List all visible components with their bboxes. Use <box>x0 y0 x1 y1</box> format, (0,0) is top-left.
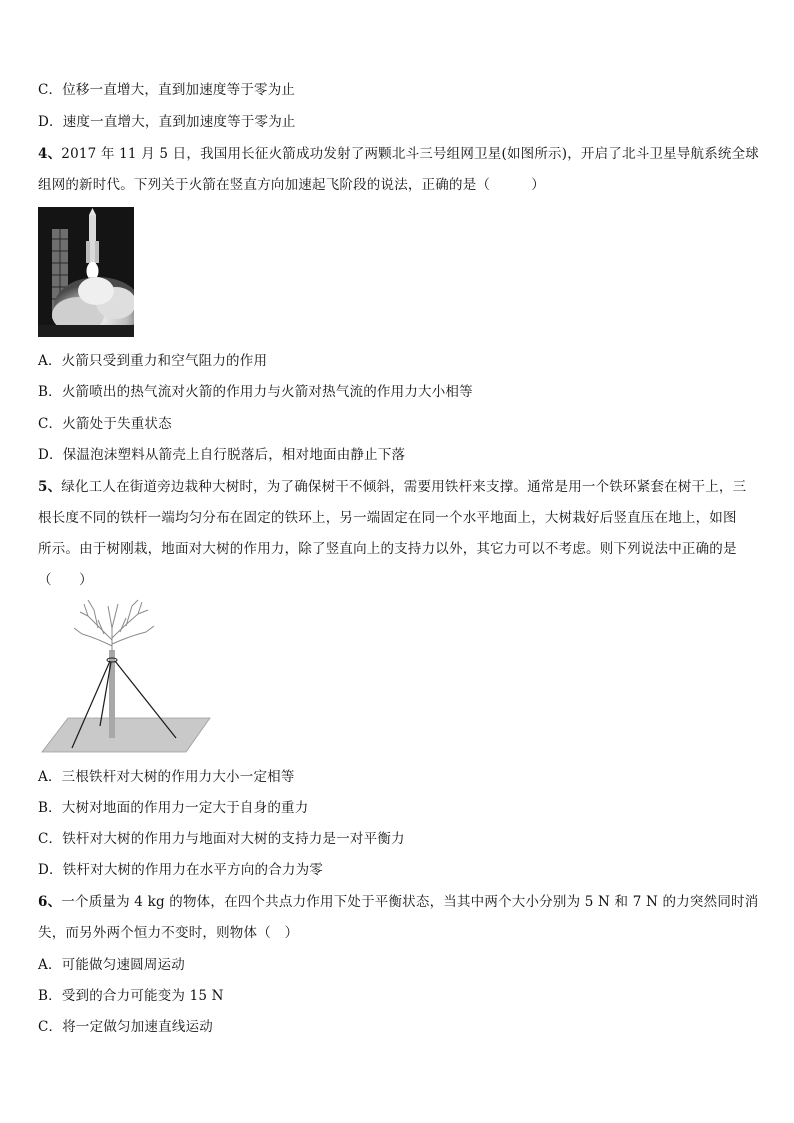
q5-option-d: D．铁杆对大树的作用力在水平方向的合力为零 <box>38 862 324 878</box>
rocket-launch-photo <box>38 207 134 337</box>
q4-option-c: C．火箭处于失重状态 <box>38 416 172 432</box>
q5-stem-line2: 根长度不同的铁杆一端均匀分布在固定的铁环上，另一端固定在同一个水平地面上，大树栽好后竖直压在地上，如图 <box>38 510 737 526</box>
q5-stem-line3: 所示。由于树刚栽，地面对大树的作用力，除了竖直向上的支持力以外，其它力可以不考虑。则下列说法中正确的是 <box>38 541 737 557</box>
q6-stem-text1: 一个质量为 4 kg 的物体，在四个共点力作用下处于平衡状态，当其中两个大小分别为 5 N 和 7 N 的力突然同时消 <box>61 894 759 910</box>
q3-option-c: C．位移一直增大，直到加速度等于零为止 <box>38 82 296 98</box>
q4-stem-text1: 2017 年 11 月 5 日，我国用长征火箭成功发射了两颗北斗三号组网卫星(如图所示)，开启了北斗卫星导航系统全球 <box>61 146 760 162</box>
q5-stem-line4: （ ） <box>38 572 93 588</box>
q5-option-c: C．铁杆对大树的作用力与地面对大树的支持力是一对平衡力 <box>38 831 405 847</box>
q5-stem-line1 <box>38 477 746 497</box>
ground-plane <box>42 718 210 752</box>
q6-option-c: C．将一定做匀加速直线运动 <box>38 1019 213 1035</box>
q4-option-b: B．火箭喷出的热气流对火箭的作用力与火箭对热气流的作用力大小相等 <box>38 384 473 400</box>
q4-stem-line1 <box>38 144 759 164</box>
q6-option-b: B．受到的合力可能变为 15 N <box>38 988 224 1004</box>
tree-support-diagram <box>38 598 213 756</box>
q5-option-a: A．三根铁杆对大树的作用力大小一定相等 <box>38 769 295 785</box>
q6-option-a: A．可能做匀速圆周运动 <box>38 957 185 973</box>
q6-stem-line2: 失，而另外两个恒力不变时，则物体（ ） <box>38 925 299 941</box>
q6-number: 6、 <box>38 894 62 910</box>
tree-branches <box>74 600 154 652</box>
q4-option-d: D．保温泡沫塑料从箭壳上自行脱落后，相对地面由静止下落 <box>38 447 406 463</box>
q5-option-b: B．大树对地面的作用力一定大于自身的重力 <box>38 800 309 816</box>
q3-option-d: D．速度一直增大，直到加速度等于零为止 <box>38 114 296 130</box>
q5-number: 5、 <box>38 479 62 495</box>
q5-stem-text1: 绿化工人在街道旁边栽种大树时，为了确保树干不倾斜，需要用铁杆来支撑。通常是用一个铁环紧套在树干上，三 <box>61 479 747 495</box>
q4-stem-line2: 组网的新时代。下列关于火箭在竖直方向加速起飞阶段的说法，正确的是（ ） <box>38 177 545 193</box>
q4-number: 4、 <box>38 146 62 162</box>
tree-trunk <box>109 650 115 738</box>
q6-stem-line1 <box>38 892 758 912</box>
q4-option-a: A．火箭只受到重力和空气阻力的作用 <box>38 353 268 369</box>
